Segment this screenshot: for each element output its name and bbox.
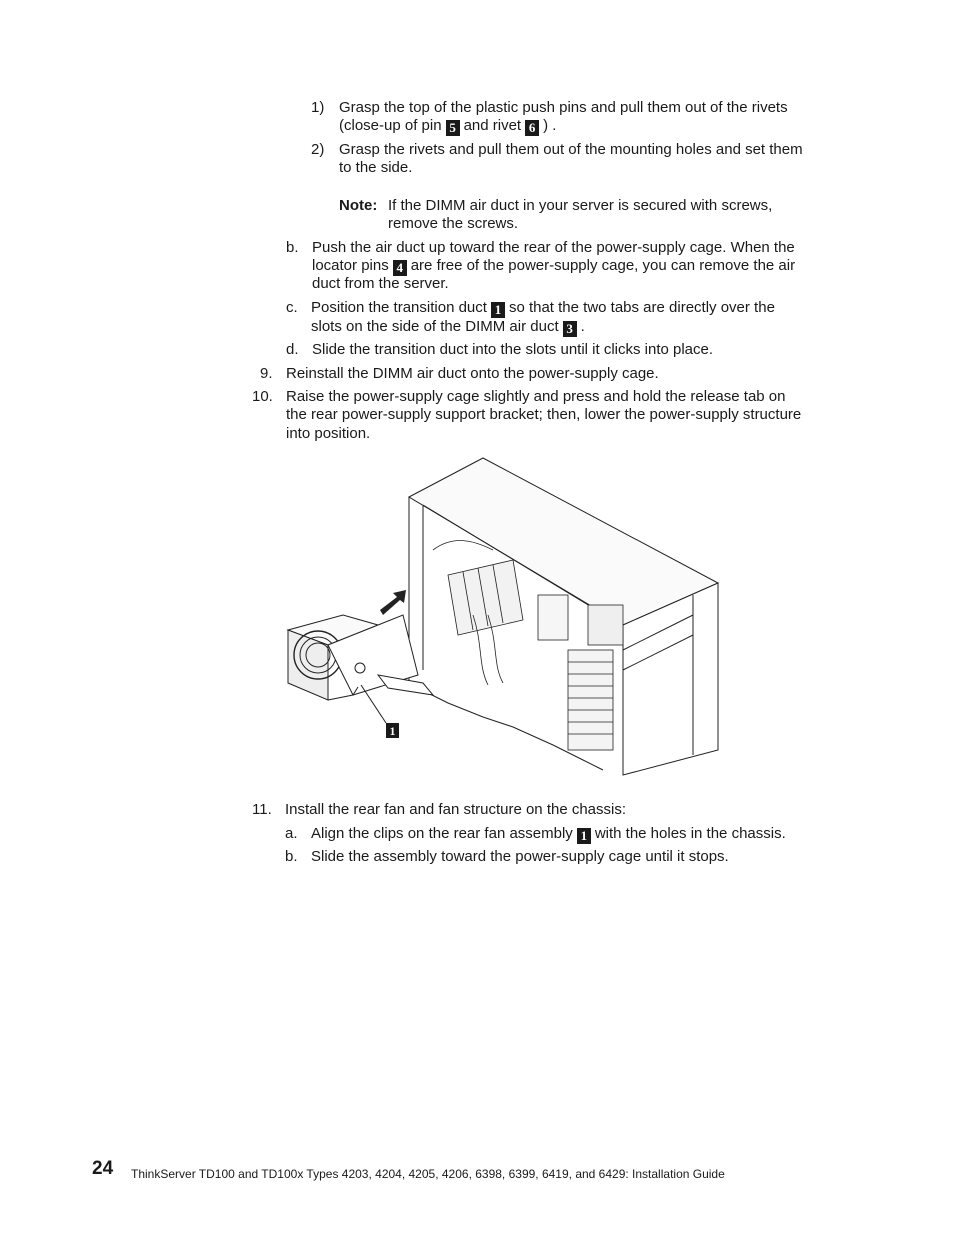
step-text: Raise the power-supply cage slightly and press and hold the release tab on <box>286 388 786 405</box>
step-text: Reinstall the DIMM air duct onto the power-supply cage. <box>286 365 659 382</box>
step-number: c. <box>286 299 298 316</box>
step-text: into position. <box>286 425 371 442</box>
step-text-line <box>311 318 585 337</box>
step-text: duct from the server. <box>312 275 449 292</box>
callout-badge: 5 <box>446 120 460 136</box>
step-text: the rear power-supply support bracket; then, lower the power-supply structure <box>286 406 802 423</box>
step-text-line <box>339 117 556 136</box>
step-text: Push the air duct up toward the rear of the power-supply cage. When the <box>312 239 795 256</box>
step-number: 11. <box>252 801 272 818</box>
step-number: a. <box>285 825 298 842</box>
step-text: and rivet <box>463 117 522 134</box>
footer-title: ThinkServer TD100 and TD100x Types 4203, 4204, 4205, 4206, 6398, 6399, 6419, and 6429: Installation Guide <box>131 1167 725 1181</box>
chassis-drawing <box>283 455 728 785</box>
step-number: 1) <box>311 99 325 116</box>
page-number: 24 <box>92 1158 114 1179</box>
step-text: Grasp the top of the plastic push pins and pull them out of the rivets <box>339 99 788 116</box>
step-text: Slide the transition duct into the slots until it clicks into place. <box>312 341 714 358</box>
step-number: 9. <box>260 365 273 382</box>
figure-callout: 1 <box>389 724 396 738</box>
callout-badge: 4 <box>393 260 407 276</box>
step-number: d. <box>286 341 299 358</box>
step-text-line <box>311 299 775 318</box>
step-text: Install the rear fan and fan structure on the chassis: <box>285 801 627 818</box>
note-label: Note: <box>339 197 378 214</box>
step-text: Grasp the rivets and pull them out of the mounting holes and set them <box>339 141 803 158</box>
note-text: If the DIMM air duct in your server is secured with screws, <box>388 197 773 214</box>
step-text: Position the transition duct <box>311 299 487 316</box>
step-number: 2) <box>311 141 325 158</box>
chassis-illustration <box>283 455 728 785</box>
step-number: b. <box>286 239 299 256</box>
step-text: with the holes in the chassis. <box>594 825 786 842</box>
step-text: locator pins <box>312 257 389 274</box>
step-text: to the side. <box>339 159 413 176</box>
step-text: so that the two tabs are directly over the <box>508 299 775 316</box>
step-text: slots on the side of the DIMM air duct <box>311 318 559 335</box>
callout-badge: 3 <box>563 321 577 337</box>
callout-badge: 1 <box>491 302 505 318</box>
callout-badge: 1 <box>577 828 591 844</box>
step-text-line <box>312 257 795 276</box>
step-text: . <box>580 318 585 335</box>
step-text: (close-up of pin <box>339 117 442 134</box>
step-text-line <box>311 825 786 844</box>
step-text: Slide the assembly toward the power-supply cage until it stops. <box>311 848 729 865</box>
note-text: remove the screws. <box>388 215 519 232</box>
step-text: are free of the power-supply cage, you can remove the air <box>410 257 796 274</box>
step-number: 10. <box>252 388 273 405</box>
callout-badge: 6 <box>525 120 539 136</box>
step-number: b. <box>285 848 298 865</box>
step-text: Align the clips on the rear fan assembly <box>311 825 573 842</box>
step-text: ) . <box>543 117 557 134</box>
